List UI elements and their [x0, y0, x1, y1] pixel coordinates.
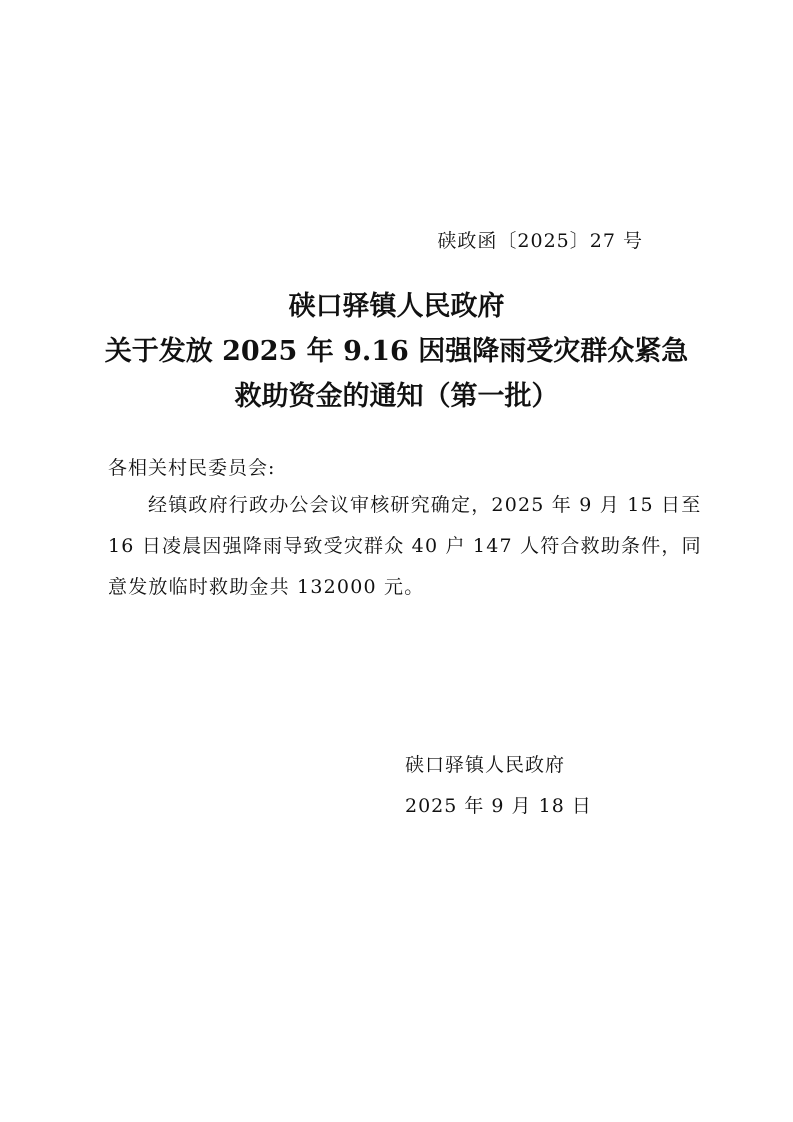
signature-date: 2025 年 9 月 18 日: [405, 795, 592, 817]
salutation: 各相关村民委员会:: [108, 457, 276, 479]
signature-organization: 硖口驿镇人民政府: [405, 754, 566, 776]
body-paragraph: [108, 485, 702, 608]
body-line: 经镇政府行政办公会议审核研究确定，2025 年 9 月 15 日至: [148, 494, 702, 516]
body-line: 意发放临时救助金共 132000 元。: [108, 576, 425, 598]
signature-block: [405, 745, 592, 827]
document-title: [0, 284, 793, 419]
title-line: 关于发放 2025 年 9.16 因强降雨受灾群众紧急: [104, 336, 689, 367]
document-number: 硖政函〔2025〕27 号: [437, 230, 643, 252]
title-line: 硖口驿镇人民政府: [288, 291, 505, 322]
title-line: 救助资金的通知（第一批）: [234, 381, 559, 412]
body-line: 16 日凌晨因强降雨导致受灾群众 40 户 147 人符合救助条件，同: [108, 535, 702, 557]
